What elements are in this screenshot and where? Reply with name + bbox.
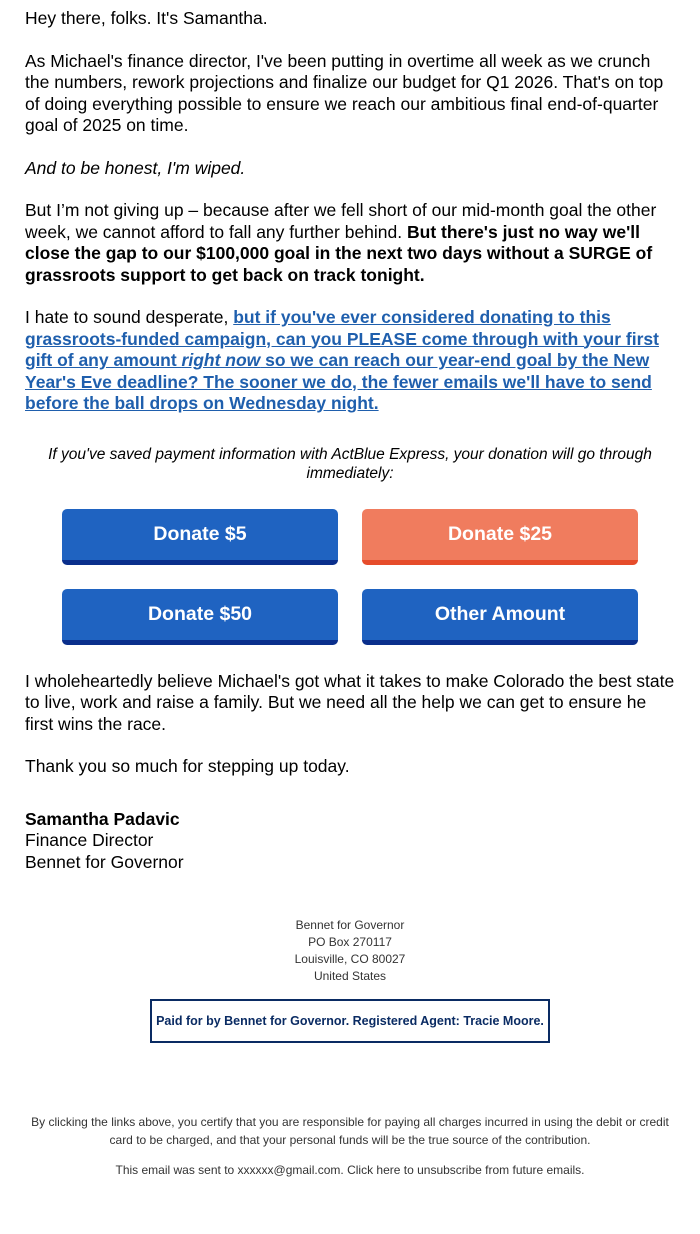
signature-org: Bennet for Governor bbox=[25, 851, 184, 872]
sent-separator: . bbox=[340, 1163, 348, 1177]
paragraph-goal bbox=[25, 200, 675, 286]
donate-button-grid bbox=[25, 509, 675, 645]
footer-country: United States bbox=[313, 969, 387, 983]
other-amount-button[interactable]: Other Amount bbox=[362, 589, 638, 645]
legal-disclaimer: By clicking the links above, you certify that you are responsible for paying all charges incurred in using the debit or credit card to be charged, and that your personal funds will be the true source of the contribution. bbox=[31, 1115, 669, 1147]
footer-org: Bennet for Governor bbox=[295, 918, 405, 932]
ask-link-text-b: so we can reach our year-end goal by the New Year's Eve deadline? The sooner we do, the fewer emails we'll have to send before the ball drops on Wednesday night. bbox=[25, 350, 652, 413]
signature-title: Finance Director bbox=[25, 830, 154, 850]
goal-plain-text: But I’m not giving up – because after we fell short of our mid-month goal the other week, we cannot afford to fall any further behind. bbox=[25, 200, 657, 242]
paragraph-thanks: Thank you so much for stepping up today. bbox=[25, 756, 350, 776]
paragraph-colorado: I wholeheartedly believe Michael's got what it takes to make Colorado the best state to live, work and raise a family. But we need all the help we can get to ensure he first wins the race. bbox=[25, 670, 675, 734]
sent-notice bbox=[25, 1163, 675, 1177]
sent-prefix: This email was sent to bbox=[115, 1163, 238, 1177]
wiped-text: And to be honest, I'm wiped. bbox=[25, 157, 246, 178]
donate-5-button[interactable]: Donate $5 bbox=[62, 509, 338, 565]
actblue-express-note: If you've saved payment information with ActBlue Express, your donation will go through immediately: bbox=[48, 445, 652, 482]
footer-po-box: PO Box 270117 bbox=[308, 935, 392, 949]
unsubscribe-link[interactable]: Click here to unsubscribe bbox=[347, 1163, 482, 1177]
paid-for-disclaimer: Paid for by Bennet for Governor. Registered Agent: Tracie Moore. bbox=[150, 999, 550, 1043]
signature bbox=[25, 809, 675, 874]
paragraph-ask bbox=[25, 307, 675, 415]
goal-bold-text: But there's just no way we'll close the gap to our $100,000 goal in the next two days without a SURGE of grassroots support to get back on track tonight. bbox=[25, 221, 653, 285]
sent-suffix: from future emails. bbox=[481, 1163, 585, 1177]
footer-city: Louisville, CO 80027 bbox=[294, 952, 406, 966]
footer-address bbox=[25, 917, 675, 985]
ask-link-italic: right now bbox=[181, 350, 261, 370]
recipient-email: xxxxxx@gmail.com bbox=[237, 1163, 341, 1177]
signature-name: Samantha Padavic bbox=[25, 808, 180, 829]
ask-link-text-a: but if you've ever considered donating to this grassroots-funded campaign, can you PLEASE come through with your first gift of any amount bbox=[25, 307, 659, 370]
paragraph-overtime: As Michael's finance director, I've been putting in overtime all week as we crunch the numbers, rework projections and finalize our budget for Q1 2026. That's on top of doing everything possible to ensure we reach our ambitious final end-of-quarter goal of 2025 on time. bbox=[25, 50, 664, 135]
ask-plain-text: I hate to sound desperate, bbox=[25, 307, 234, 327]
greeting: Hey there, folks. It's Samantha. bbox=[25, 8, 268, 28]
paragraph-wiped bbox=[25, 158, 675, 180]
donate-50-button[interactable]: Donate $50 bbox=[62, 589, 338, 645]
donate-25-button[interactable]: Donate $25 bbox=[362, 509, 638, 565]
